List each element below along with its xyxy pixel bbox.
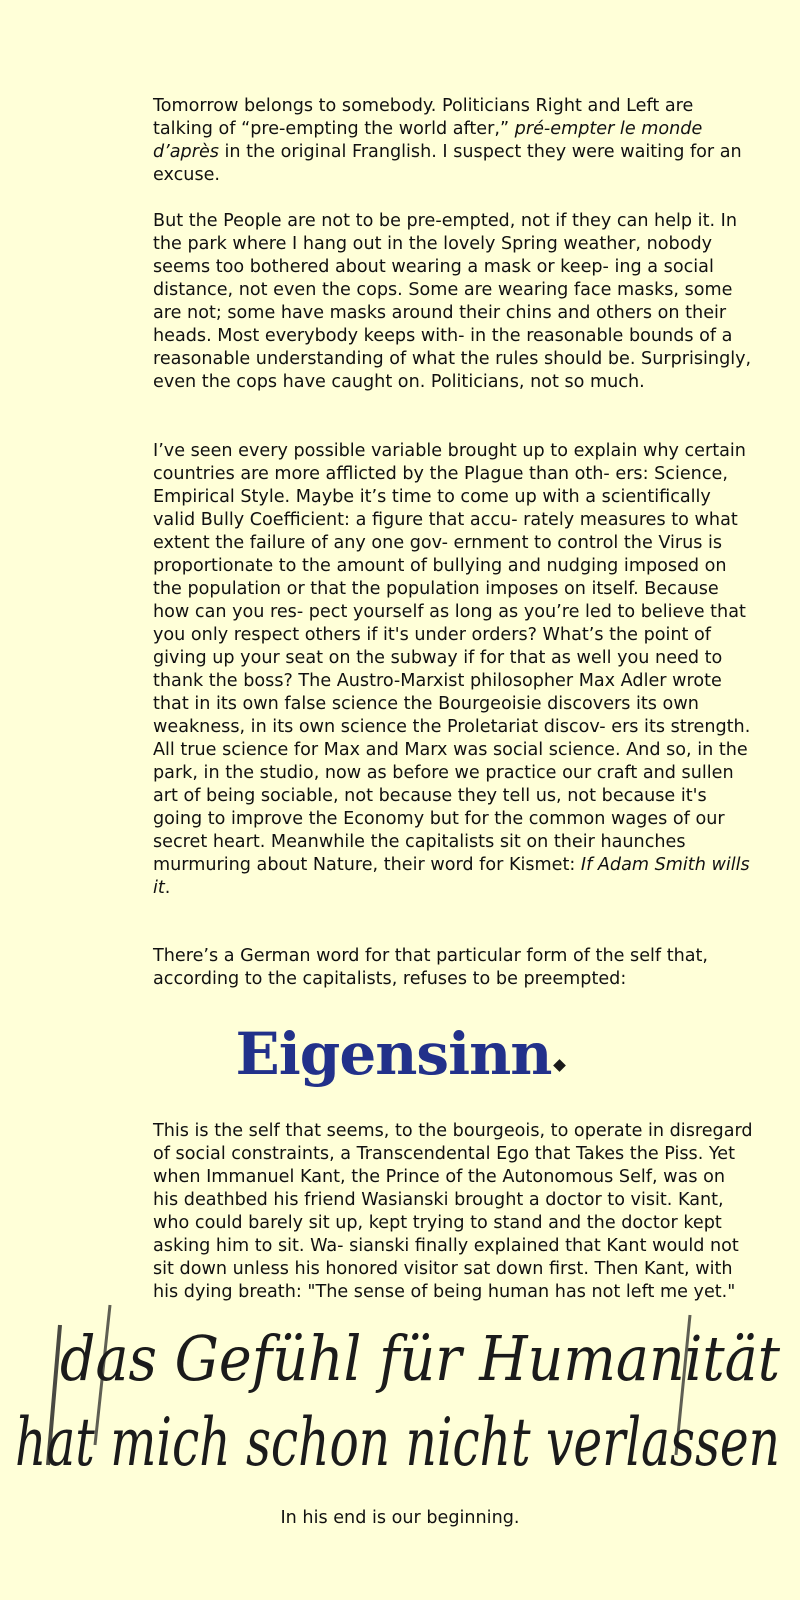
paragraph-3 [153,440,753,900]
diamond-ornament-icon [554,1059,567,1072]
paragraph-4-text: There’s a German word for that particular form of the self that, according to the capitalists, refuses to be preempted: [153,946,709,989]
eigensinn-word: Eigensinn [235,1020,552,1088]
paragraph-1-french-phrase: pré-empter le monde d’après [153,119,703,162]
closing-line: In his end is our beginning. [280,1508,520,1528]
paragraph-1 [153,95,753,187]
paragraph-3-text-a: I’ve seen every possible variable brought up to explain why certain countries are more afflicted by the Plague than oth- ers: Science, Empirical Style. Maybe it’s time to come up with a scientifically valid Bully Coefficient: a figure that accu- rately measures to what extent the failure of any one gov- ernment to control the Virus is proportionate to the amount of bullying and nudging imposed on the population or that the population imposes on itself. Because how can you res- pect yourself as long as you’re led to believe that you only respect others if it's under orders? What’s the point of giving up your seat on the subway if for that as well you need to thank the boss? The Austro-Marxist philosopher Max Adler wrote that in its own false science the Bourgeoisie discovers its own weakness, in its own science the Proletariat discov- ers its strength. All true science for Max and Marx was social science. And so, in the park, in the studio, now as before we practice our craft and sullen art of being sociable, not because they tell us, not because it's going to improve the Economy but for the common wages of our secret heart. Meanwhile the capitalists sit on their haunches murmuring about Nature, their word for Kismet: [153,441,751,875]
paragraph-1-text-b: in the original Franglish. I suspect they were waiting for an excuse. [153,142,742,185]
paragraph-1-text-a: Tomorrow belongs to somebody. Politicians Right and Left are talking of “pre-empting the world after,” [153,96,694,139]
eigensinn-blackletter-word [0,1020,800,1088]
calligraphy-svg [0,1295,800,1505]
paragraph-3-italic-phrase: If Adam Smith wills it [153,855,750,898]
calligraphy-line-1: das Gefühl für Humanität [60,1322,781,1395]
paragraph-5 [153,1120,753,1304]
paragraph-5-text: This is the self that seems, to the bourgeois, to operate in disregard of social constraints, a Transcendental Ego that Takes the Piss. Yet when Immanuel Kant, the Prince of the Autonomous Self, was on his deathbed his friend Wasianski brought a doctor to visit. Kant, who could barely sit up, kept trying to stand and the doctor kept asking him to sit. Wa- sianski finally explained that Kant would not sit down unless his honored visitor sat down first. Then Kant, with his dying breath: "The sense of being human has not left me yet." [153,1121,753,1302]
paragraph-2 [153,210,753,394]
paragraph-3-text-b: . [164,878,171,898]
paragraph-4 [153,945,753,991]
paragraph-2-text: But the People are not to be pre-empted, not if they can help it. In the park where I hang out in the lovely Spring weather, nobody seems too bothered about wearing a mask or keep- ing a social distance, not even the cops. Some are wearing face masks, some are not; some have masks around their chins and others on their heads. Most everybody keeps with- in the reasonable bounds of a reasonable understanding of what the rules should be. Surprisingly, even the cops have caught on. Politicians, not so much. [153,211,752,392]
calligraphy-image [0,1295,800,1505]
calligraphy-line-2: hat mich schon nicht verlassen [15,1404,780,1481]
